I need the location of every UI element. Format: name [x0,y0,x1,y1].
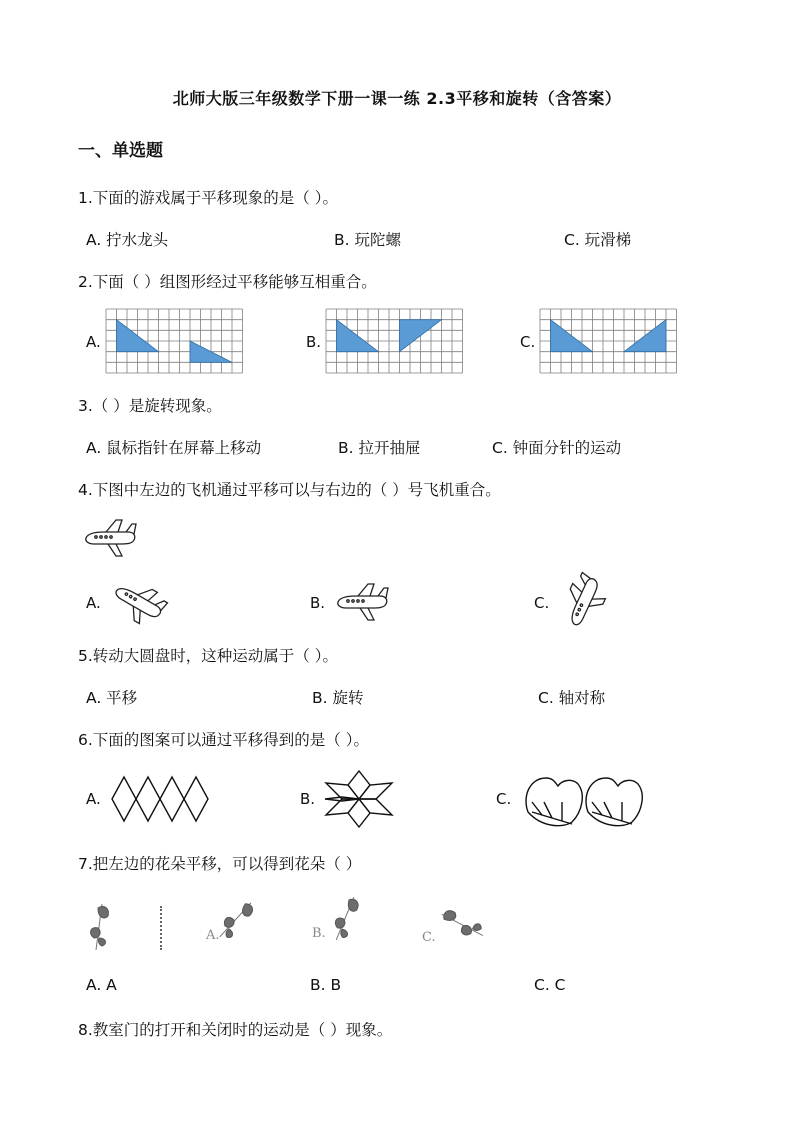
q6-option-c[interactable]: C. [496,790,512,808]
flower-icon [330,894,364,944]
q4-option-c[interactable]: C. [534,594,550,612]
question-7: 7.把左边的花朵平移，可以得到花朵（ ） [78,855,362,873]
q7-figure-label-b: B. [312,926,326,941]
question-6: 6.下面的图案可以通过平移得到的是（ ）。 [78,731,369,749]
q6-option-b[interactable]: B. [300,790,316,808]
q5-option-c[interactable]: C. 轴对称 [538,689,606,707]
q7-option-c[interactable]: C. C [534,976,566,994]
flower-icon [438,906,488,940]
question-4: 4.下图中左边的飞机通过平移可以与右边的（ ）号飞机重合。 [78,481,501,499]
q2-option-a[interactable]: A. [86,333,101,351]
q1-option-c[interactable]: C. 玩滑梯 [564,231,632,249]
divider-line [160,906,162,950]
airplane-icon [556,574,612,630]
q2-option-b[interactable]: B. [306,333,322,351]
question-2: 2.下面（ ）组图形经过平移能够互相重合。 [78,273,377,291]
q2-grid-b [326,309,468,373]
q4-option-a[interactable]: A. [86,594,101,612]
flower-icon [86,900,116,952]
q3-option-c[interactable]: C. 钟面分针的运动 [492,439,622,457]
q3-option-b[interactable]: B. 拉开抽屉 [338,439,421,457]
q3-option-a[interactable]: A. 鼠标指针在屏幕上移动 [86,439,262,457]
question-1: 1.下面的游戏属于平移现象的是（ ）。 [78,189,338,207]
q2-option-c[interactable]: C. [520,333,536,351]
q1-option-b[interactable]: B. 玩陀螺 [334,231,401,249]
q7-figure-label-a: A. [206,928,220,943]
q7-option-a[interactable]: A. A [86,976,117,994]
q4-option-b[interactable]: B. [310,594,326,612]
page-title: 北师大版三年级数学下册一课一练 2.3平移和旋转（含答案） [172,89,622,108]
q5-option-b[interactable]: B. 旋转 [312,689,364,707]
question-5: 5.转动大圆盘时，这种运动属于（ ）。 [78,647,338,665]
q1-option-a[interactable]: A. 拧水龙头 [86,231,169,249]
section-heading: 一、单选题 [78,141,163,161]
airplane-icon [110,580,166,624]
q6-option-a[interactable]: A. [86,790,101,808]
flower-icon [220,896,254,946]
q2-grid-c [540,309,682,373]
q2-grid-a [106,309,252,373]
star-pattern-icon [324,770,394,828]
diamond-pattern-icon [112,776,208,822]
question-3: 3.（ ）是旋转现象。 [78,397,222,415]
airplane-icon [334,580,390,624]
q5-option-a[interactable]: A. 平移 [86,689,138,707]
leaf-pattern-icon [522,772,646,830]
airplane-icon [82,516,138,560]
q7-figure-label-c: C. [422,930,436,945]
question-8: 8.教室门的打开和关闭时的运动是（ ）现象。 [78,1021,393,1039]
q7-option-b[interactable]: B. B [310,976,342,994]
